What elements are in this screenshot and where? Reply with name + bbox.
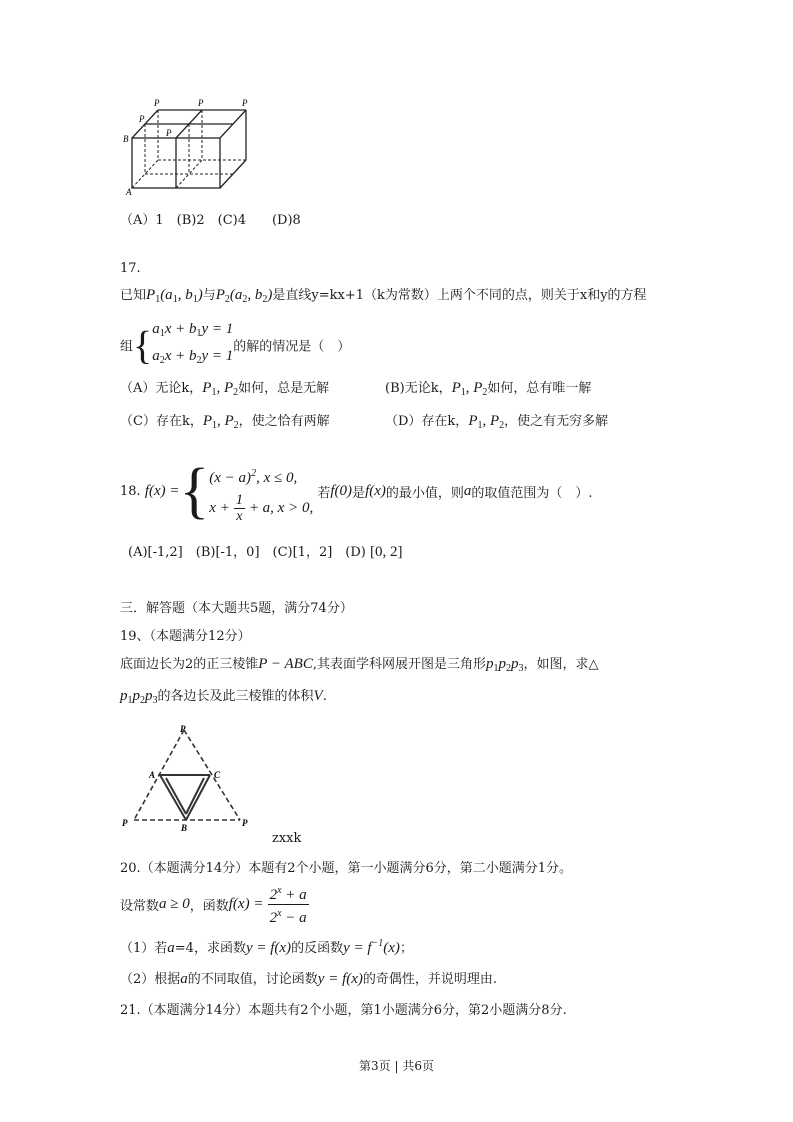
q17-option-c: （C）存在k，$P_1$, $P_2$，使之恰有两解: [120, 413, 330, 431]
fig-label-p4: P: [139, 114, 145, 124]
triangle-net-figure: [118, 718, 270, 836]
q17-option-b: (B)无论k，$P_1$, $P_2$如何，总有唯一解: [385, 380, 592, 398]
tri-label-c: C: [214, 770, 221, 780]
q17-option-d: （D）存在k，$P_1$, $P_2$，使之有无穷多解: [385, 413, 609, 431]
two-cubes-figure: [118, 96, 258, 196]
fig-label-p1: P: [154, 98, 160, 108]
watermark-text: zxxk: [272, 831, 302, 846]
q19-heading: 19、（本题满分12分）: [120, 629, 251, 644]
section-heading: 三．解答题（本大题共5题，满分74分）: [120, 601, 353, 616]
q18-options: (A)[-1,2] (B)[-1，0] (C)[1，2] (D) [0, 2]: [128, 544, 403, 560]
q20-line1: 设常数a ≥ 0，函数f(x) = $\frac{2^x + a}{2^x - a}$: [120, 882, 309, 927]
q18-line: 18. $f(x) =\{(x - a)^2$, x ≤ 0, x + $\frac{1}{x}$ + a, x > 0, 若f(0)是f(x)的最小值，则a的取值范围为（ ）.: [120, 457, 593, 525]
q20-part1: （1）若a=4，求函数y = f(x)的反函数$y = f^{-1}(x)$；: [120, 938, 413, 956]
q17-line2: 组{$a_1x + b_1y = 1$ $a_2x + b_2y = 1$的解的情况是（ ）: [120, 321, 351, 368]
q21-heading: 21.（本题满分14分）本题共有2个小题，第1小题满分6分，第2小题满分8分.: [120, 1003, 567, 1018]
fig-label-b: B: [123, 134, 129, 144]
q19-line1: 底面边长为2的正三棱锥P − ABC,其表面学科网展开图是三角形$p_1p_2p_3$，如图，求△: [120, 656, 599, 674]
q17-option-a: （A）无论k，$P_1$, $P_2$如何，总是无解: [120, 380, 330, 398]
fig-label-a: A: [126, 187, 132, 196]
q16-options: （A）1 (B)2 (C)4 (D)8: [120, 213, 301, 228]
tri-label-p2: P: [242, 818, 248, 828]
page-footer: 第3页 | 共6页: [359, 1059, 434, 1073]
q17-line1: 已知$P_1(a_1$, $b_1$)与$P_2(a_2$, $b_2$)是直线y=kx+1（k为常数）上两个不同的点，则关于x和y的方程: [120, 287, 647, 305]
q20-part2: （2）根据a的不同取值，讨论函数y = f(x)的奇偶性，并说明理由.: [120, 971, 498, 987]
q17-number: 17.: [120, 261, 141, 276]
fig-label-p3: P: [242, 98, 248, 108]
tri-label-a: A: [149, 770, 156, 780]
tri-label-p1: P: [122, 818, 128, 828]
tri-label-p3: P: [180, 724, 186, 734]
q19-line2: $p_1p_2p_3$的各边长及此三棱锥的体积V.: [120, 688, 327, 706]
fig-label-p2: P: [198, 98, 204, 108]
fig-label-p5: P: [166, 128, 172, 138]
q20-heading: 20.（本题满分14分）本题有2个小题，第一小题满分6分，第二小题满分1分。: [120, 861, 573, 876]
tri-label-b: B: [181, 823, 188, 833]
